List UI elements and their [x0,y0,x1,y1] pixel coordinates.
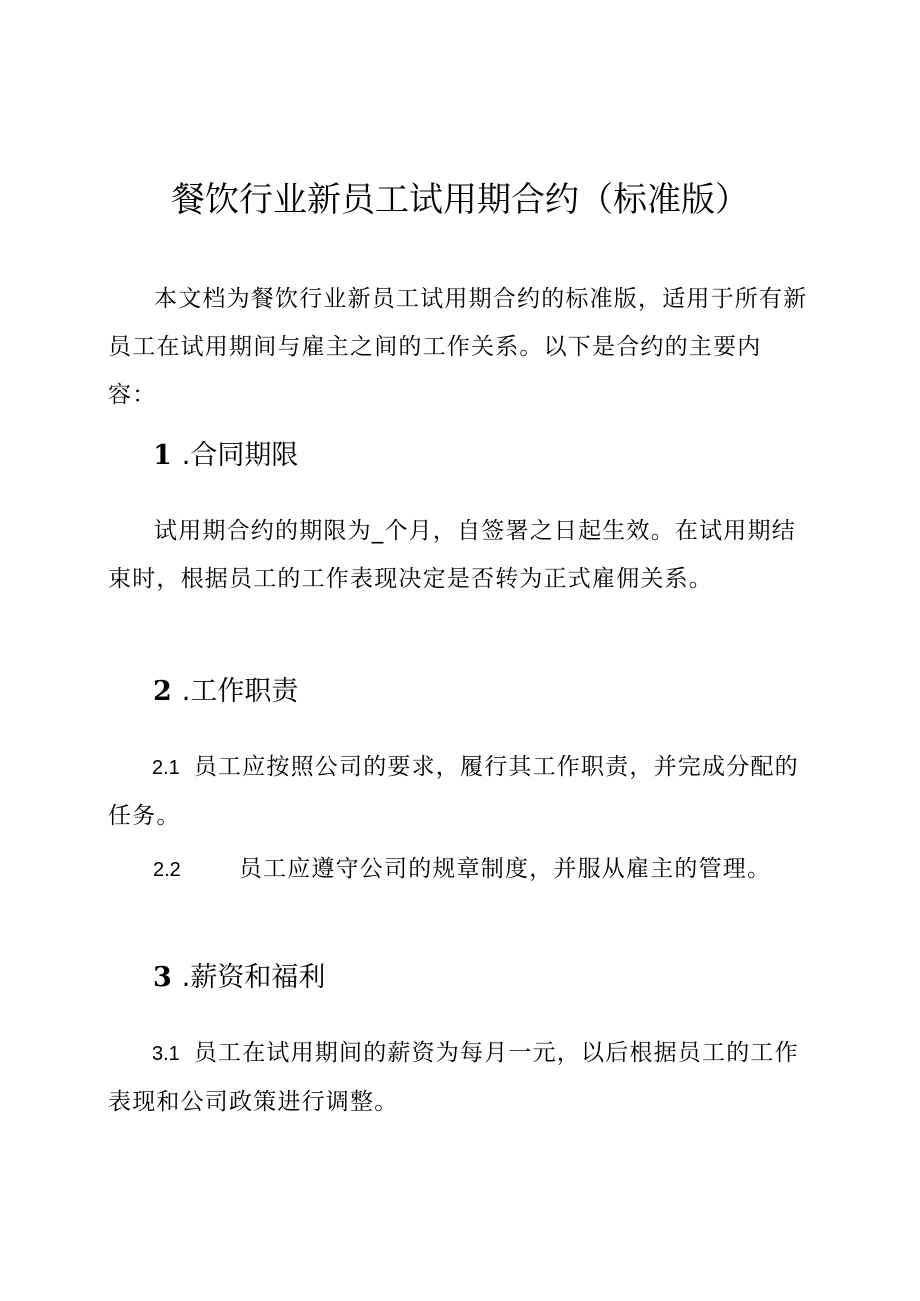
section-heading-2 [153,672,298,712]
clause-text-2-1: 员工应按照公司的要求，履行其工作职责，并完成分配的任务。 [108,754,799,829]
document-title: 餐饮行业新员工试用期合约（标准版） [171,180,749,220]
section-heading-3 [153,958,325,998]
section-title-3: .薪资和福利 [181,962,326,993]
clause-3-1 [108,1029,808,1126]
clause-2-2 [153,845,771,894]
intro-paragraph: 本文档为餐饮行业新员工试用期合约的标准版，适用于所有新员工在试用期间与雇主之间的工作关系。以下是合约的主要内容： [108,286,808,408]
section-title-1: .合同期限 [181,440,299,471]
clause-number-2-2: 2.2 [153,859,181,881]
clause-text-3-1: 员工在试用期间的薪资为每月一元，以后根据员工的工作表现和公司政策进行调整。 [108,1040,799,1115]
section-number-1: 1 [153,440,172,471]
section-number-3: 3 [153,962,172,993]
clause-number-3-1: 3.1 [152,1043,180,1065]
section-1-body: 试用期合约的期限为_个月，自签署之日起生效。在试用期结束时，根据员工的工作表现决定是否转为正式雇佣关系。 [108,518,796,592]
section-title-2: .工作职责 [181,676,299,707]
clause-text-2-2: 员工应遵守公司的规章制度，并服从雇主的管理。 [238,856,772,882]
clause-2-1 [108,743,808,840]
section-heading-1 [153,436,298,476]
section-number-2: 2 [153,676,172,707]
clause-number-2-1: 2.1 [152,757,180,779]
